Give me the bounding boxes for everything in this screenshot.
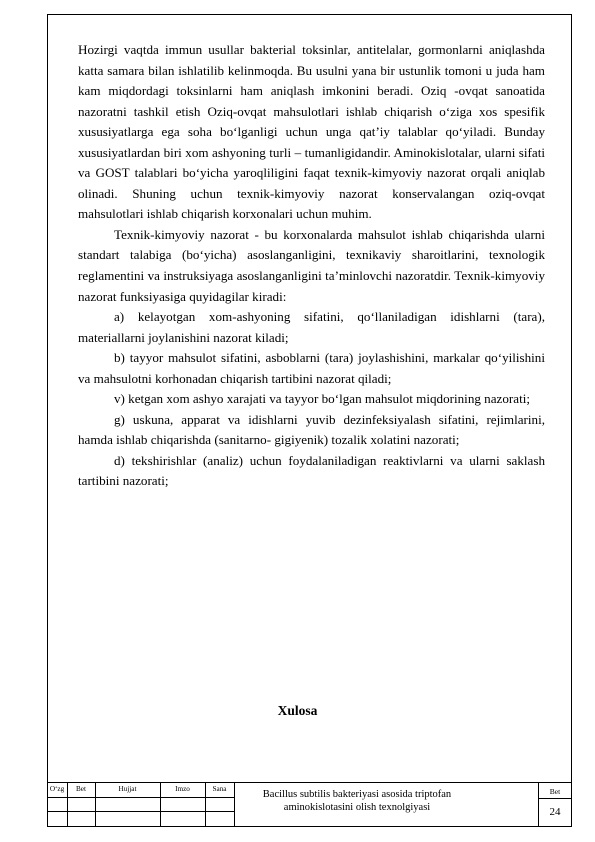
list-item-d: d) tekshirishlar (analiz) uchun foydalaniladigan reaktivlarni va ularni saklash tartibini nazorati; <box>78 452 545 489</box>
list-item-v: v) ketgan xom ashyo xarajati va tayyor bo‘lgan mahsulot miqdorining nazorati; <box>114 391 530 407</box>
document-body <box>78 40 545 492</box>
stamp-label-ozg: O‘zg <box>49 785 65 793</box>
document-title: Bacillus subtilis bakteriyasi asosida triptofan aminokislotasini olish texnolgiyasi <box>262 789 452 813</box>
section-heading: Xulosa <box>277 703 318 718</box>
stamp-label-imzo: Imzo <box>175 785 190 793</box>
list-item-b: b) tayyor mahsulot sifatini, asboblarni (tara) joylashishini, markalar qo‘yilishini va mahsulotni korhonadan chiqarish tartibini nazorat qiladi; <box>78 350 545 386</box>
list-item-a: a) kelayotgan xom-ashyoning sifatini, qo‘llaniladigan idishlarni (tara), materiallarni joylanishini nazorat kiladi; <box>78 309 545 345</box>
paragraph-2: Texnik-kimyoviy nazorat - bu korxonalarda mahsulot ishlab chiqarishda ularni standart talabiga (bo‘yicha) asoslanganligini, texnikaviy sharoitlarini, texnologik reglamentini va instruksiyaga asoslanganligini ta’minlovchi nazoratdir. Texnik-kimyoviy nazorat funksiyasiga quyidagilar kiradi: <box>78 226 545 304</box>
stamp-label-bet: Bet <box>76 785 86 793</box>
stamp-label-hujjat: Hujjat <box>118 785 137 793</box>
title-block <box>47 782 572 827</box>
list-item-g: g) uskuna, apparat va idishlarni yuvib dezinfeksiyalash sifatini, rejimlarini, hamda ishlab chiqarishda (sanitarno- gigiyenik) tozalik xolatini nazorati; <box>78 411 545 448</box>
page-label: Bet <box>549 787 561 796</box>
paragraph-1: Hozirgi vaqtda immun usullar bakterial toksinlar, antitelalar, gormonlarni aniqlashda katta samara bilan ishlatilib kelinmoqda. Bu usulni yana bir ustunlik tomoni u juda ham kam miqdordagi toksinlarni ham aniqlash imkonini beradi. Oziq -ovqat sanoatida nazoratni tashkil etish Oziq-ovqat mahsulotlari ishlab chiqarish o‘ziga xos spesifik xususiyatlarga ega soha bo‘lganligi uchun unga qat’iy talablar qo‘yiladi. Bunday xususiyatlardan biri xom ashyoning turli – tumanligidandir. Aminokislotalar, ularni sifati va GOST talablari bo‘yicha yaroqliligini faqat texnik-kimyoviy nazorat orqali aniqlab olinadi. Shuning uchun texnik-kimyoviy nazorat konservalangan oziq-ovqat mahsulotlari ishlab chiqarish korxonalari uchun muhim. <box>78 42 545 222</box>
page-number: 24 <box>549 806 561 818</box>
stamp-label-sana: Sana <box>212 785 227 793</box>
